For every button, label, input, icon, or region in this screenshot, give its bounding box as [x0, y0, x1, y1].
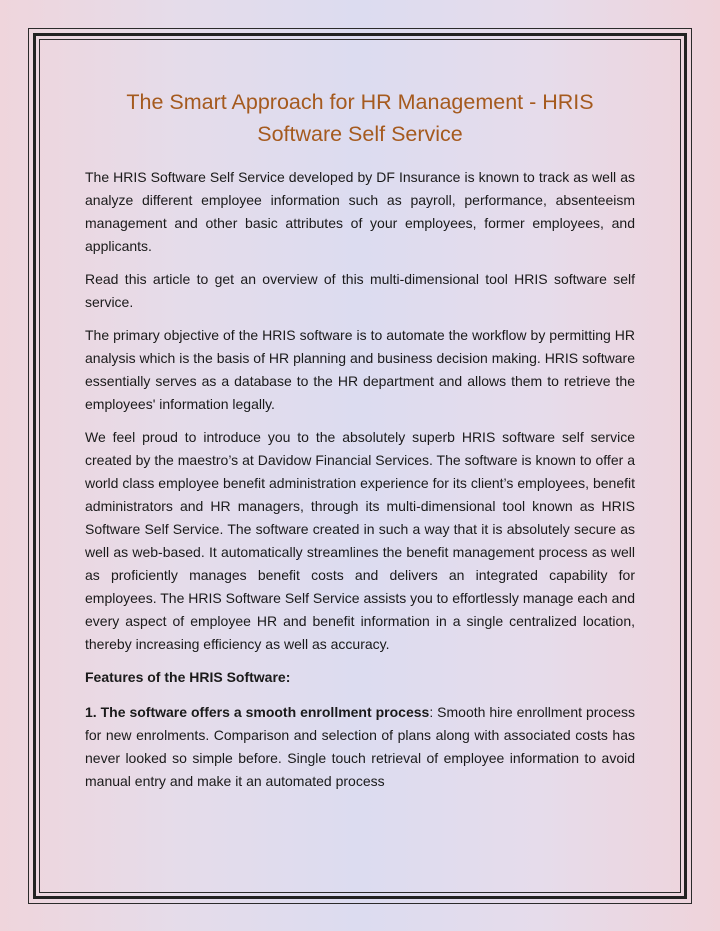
document-body — [85, 86, 635, 803]
feature-item — [85, 701, 635, 793]
paragraph-objective: The primary objective of the HRIS software is to automate the workflow by permitting HR analysis which is the basis of HR planning and business decision making. HRIS software essentially serves as a database to the HR department and allows them to retrieve the employees' information legally. — [85, 327, 635, 412]
document-title: The Smart Approach for HR Management - HRIS Software Self Service — [126, 90, 594, 146]
paragraph-intro: The HRIS Software Self Service developed by DF Insurance is known to track as well as analyze different employee information such as payroll, performance, absenteeism management and other basic attributes of your employees, former employees, and applicants. — [85, 169, 635, 254]
paragraph-overview: Read this article to get an overview of this multi-dimensional tool HRIS software self service. — [85, 271, 635, 310]
features-heading: Features of the HRIS Software: — [85, 669, 291, 685]
feature-item-text: : Smooth hire enrollment process for new enrolments. Comparison and selection of plans along with associated costs has never looked so simple before. Single touch retrieval of employee information to avoid manual entry and make it an automated process — [85, 704, 635, 789]
feature-item-title: 1. The software offers a smooth enrollment process — [85, 704, 430, 720]
paragraph-introduction: We feel proud to introduce you to the absolutely superb HRIS software self service created by the maestro’s at Davidow Financial Services. The software is known to offer a world class employee benefit administration experience for its client’s employees, benefit administrators and HR managers, through its multi-dimensional tool known as HRIS Software Self Service. The software created in such a way that it is absolutely secure as well as web-based. It automatically streamlines the benefit management process as well as proficiently manages benefit costs and delivers an integrated capability for employees. The HRIS Software Self Service assists you to effortlessly manage each and every aspect of employee HR and benefit information in a single centralized location, thereby increasing efficiency as well as accuracy. — [85, 429, 635, 652]
